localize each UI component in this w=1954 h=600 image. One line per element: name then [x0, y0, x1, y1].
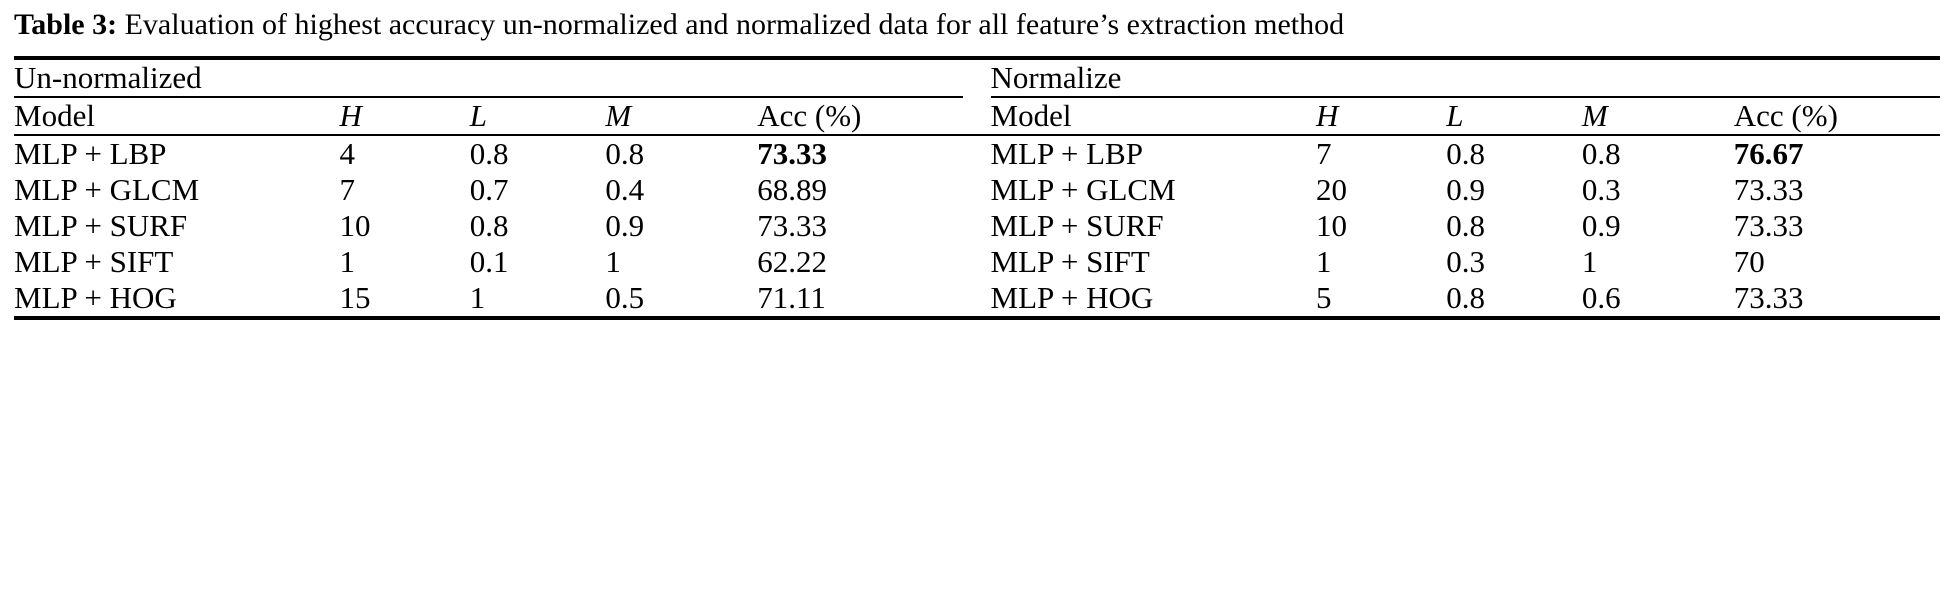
cell-h: 20	[1316, 172, 1348, 208]
cell-m: 0.4	[605, 172, 645, 208]
group-header-unnormalized: Un-normalized	[14, 60, 963, 97]
cell-acc: 73.33	[1733, 280, 1804, 316]
cell-l: 0.8	[1446, 208, 1485, 244]
table-rule-bottom	[14, 318, 1940, 320]
table-caption	[14, 6, 1940, 44]
group-header-normalized: Normalize	[991, 60, 1940, 97]
cell-l: 0.7	[469, 172, 509, 208]
cell-gap	[963, 244, 990, 280]
table-row	[14, 244, 1940, 280]
cell-gap	[963, 136, 990, 172]
cell-h: 7	[1316, 136, 1332, 172]
cell-model: MLP + HOG	[14, 280, 177, 316]
table-row	[14, 208, 1940, 244]
header-l-normalized: L	[1446, 98, 1464, 134]
cell-l: 0.9	[1446, 172, 1485, 208]
cell-acc: 73.33	[1733, 208, 1804, 244]
cell-acc: 73.33	[757, 136, 827, 172]
cell-acc: 73.33	[1733, 172, 1804, 208]
table-column-header-row	[14, 97, 1940, 135]
cell-model: MLP + SURF	[14, 208, 188, 244]
cell-acc: 68.89	[757, 172, 827, 208]
header-m-normalized: M	[1581, 98, 1608, 134]
cell-acc: 62.22	[757, 244, 827, 280]
cell-m: 0.3	[1581, 172, 1621, 208]
cell-l: 0.1	[469, 244, 509, 280]
header-m-unnormalized: M	[605, 98, 632, 134]
table-group-header-row	[14, 60, 1940, 97]
table-row	[14, 280, 1940, 318]
cell-gap	[963, 280, 990, 318]
cell-gap	[963, 208, 990, 244]
cell-l: 0.8	[469, 136, 509, 172]
cell-h: 5	[1316, 280, 1332, 316]
header-gap	[963, 97, 990, 135]
cell-m: 1	[1581, 244, 1598, 280]
cell-model: MLP + SIFT	[990, 244, 1150, 280]
cell-model: MLP + SIFT	[14, 244, 174, 280]
cell-m: 0.9	[1581, 208, 1621, 244]
header-model-unnormalized: Model	[14, 98, 95, 134]
header-h-unnormalized: H	[339, 98, 362, 134]
cell-l: 0.3	[1446, 244, 1485, 280]
cell-model: MLP + LBP	[990, 136, 1143, 172]
cell-l: 0.8	[1446, 136, 1485, 172]
cell-m: 1	[605, 244, 621, 280]
header-model-normalized: Model	[990, 98, 1072, 134]
cell-h: 10	[1316, 208, 1348, 244]
cell-acc: 71.11	[757, 280, 826, 316]
cell-h: 4	[339, 136, 356, 172]
cell-h: 1	[1316, 244, 1332, 280]
header-h-normalized: H	[1316, 98, 1339, 134]
header-acc-normalized: Acc (%)	[1733, 98, 1838, 134]
cell-h: 7	[339, 172, 356, 208]
cell-model: MLP + SURF	[990, 208, 1164, 244]
group-header-gap	[963, 60, 990, 97]
cell-acc: 76.67	[1733, 136, 1804, 172]
cell-model: MLP + HOG	[990, 280, 1154, 316]
cell-model: MLP + GLCM	[14, 172, 200, 208]
cell-m: 0.5	[605, 280, 645, 316]
header-l-unnormalized: L	[469, 98, 487, 134]
cell-h: 1	[339, 244, 356, 280]
cell-acc: 73.33	[757, 208, 827, 244]
cell-l: 0.8	[469, 208, 509, 244]
table-row	[14, 136, 1940, 172]
cell-h: 15	[339, 280, 371, 316]
cell-m: 0.8	[1581, 136, 1621, 172]
cell-model: MLP + GLCM	[990, 172, 1176, 208]
rule-line	[14, 318, 1940, 320]
cell-m: 0.6	[1581, 280, 1621, 316]
results-table	[14, 56, 1940, 320]
cell-acc: 70	[1733, 244, 1765, 280]
cell-gap	[963, 172, 990, 208]
cell-l: 1	[469, 280, 486, 316]
cell-model: MLP + LBP	[14, 136, 167, 172]
table-row	[14, 172, 1940, 208]
cell-m: 0.9	[605, 208, 645, 244]
cell-h: 10	[339, 208, 371, 244]
cell-m: 0.8	[605, 136, 645, 172]
table-caption-text: Evaluation of highest accuracy un-normalized and normalized data for all feature’s extraction method	[117, 8, 1345, 41]
header-acc-unnormalized: Acc (%)	[757, 98, 862, 134]
cell-l: 0.8	[1446, 280, 1485, 316]
table-caption-label: Table 3:	[14, 8, 118, 41]
